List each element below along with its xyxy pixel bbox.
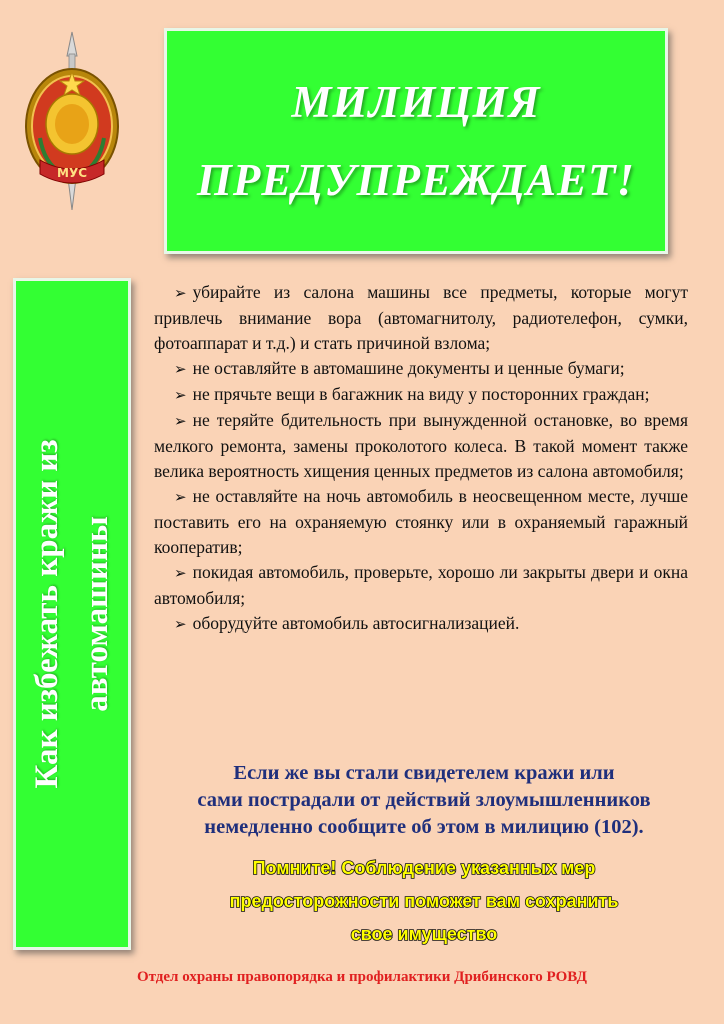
arrow-bullet-icon: ➢ [174, 615, 187, 633]
list-item [154, 382, 688, 408]
arrow-bullet-icon: ➢ [174, 412, 187, 430]
emblem-text: МУС [57, 166, 87, 180]
list-item-text: не оставляйте в автомашине документы и ценные бумаги; [192, 358, 625, 378]
arrow-bullet-icon: ➢ [174, 488, 187, 506]
list-item-text: оборудуйте автомобиль автосигнализацией. [192, 613, 520, 633]
footer-credit: Отдел охраны правопорядка и профилактики Дрибинского РОВД [136, 969, 588, 985]
arrow-bullet-icon: ➢ [174, 564, 187, 582]
police-emblem-icon [18, 28, 126, 210]
list-item-text: покидая автомобиль, проверьте, хорошо ли закрыты двери и окна автомобиля; [154, 562, 688, 608]
remember-line-1: Помните! Соблюдение указанных мер [252, 858, 596, 878]
arrow-bullet-icon: ➢ [174, 284, 187, 302]
title-line-1: МИЛИЦИЯ [291, 77, 541, 127]
notice-line-1: Если же вы стали свидетелем кражи или [233, 762, 615, 784]
notice-line-2: сами пострадали от действий злоумышленников [197, 789, 651, 811]
side-line-1: Как избежать кражи из [29, 439, 65, 789]
arrow-bullet-icon: ➢ [174, 360, 187, 378]
side-banner [13, 278, 131, 950]
list-item-text: не теряйте бдительность при вынужденной остановке, во время мелкого ремонта, замены проколотого колеса. В такой момент также велика вероятность хищения ценных предметов из салона автомобиля; [154, 410, 688, 481]
list-item [154, 356, 688, 382]
remember-line-3: свое имущество [350, 924, 498, 944]
list-item-text: убирайте из салона машины все предметы, которые могут привлечь внимание вора (автомагнитолу, радиотелефон, сумки, фотоаппарат и т.д.) и стать причиной взлома; [154, 282, 688, 353]
remember-callout [134, 852, 714, 951]
list-item [154, 560, 688, 611]
report-notice [134, 760, 714, 841]
list-item-text: не оставляйте на ночь автомобиль в неосвещенном месте, лучше поставить его на охраняемую стоянку или в охраняемый гаражный кооператив; [154, 486, 688, 557]
side-line-2: автомашины [79, 516, 115, 712]
list-item [154, 408, 688, 484]
title-banner [164, 28, 668, 254]
list-item [154, 280, 688, 356]
list-item [154, 611, 688, 637]
advice-list [154, 280, 688, 637]
notice-line-3: немедленно сообщите об этом в милицию (102). [204, 816, 644, 838]
arrow-bullet-icon: ➢ [174, 386, 187, 404]
list-item-text: не прячьте вещи в багажник на виду у посторонних граждан; [192, 384, 650, 404]
remember-line-2: предосторожности поможет вам сохранить [229, 891, 619, 911]
list-item [154, 484, 688, 560]
title-line-2: ПРЕДУПРЕЖДАЕТ! [196, 155, 636, 205]
